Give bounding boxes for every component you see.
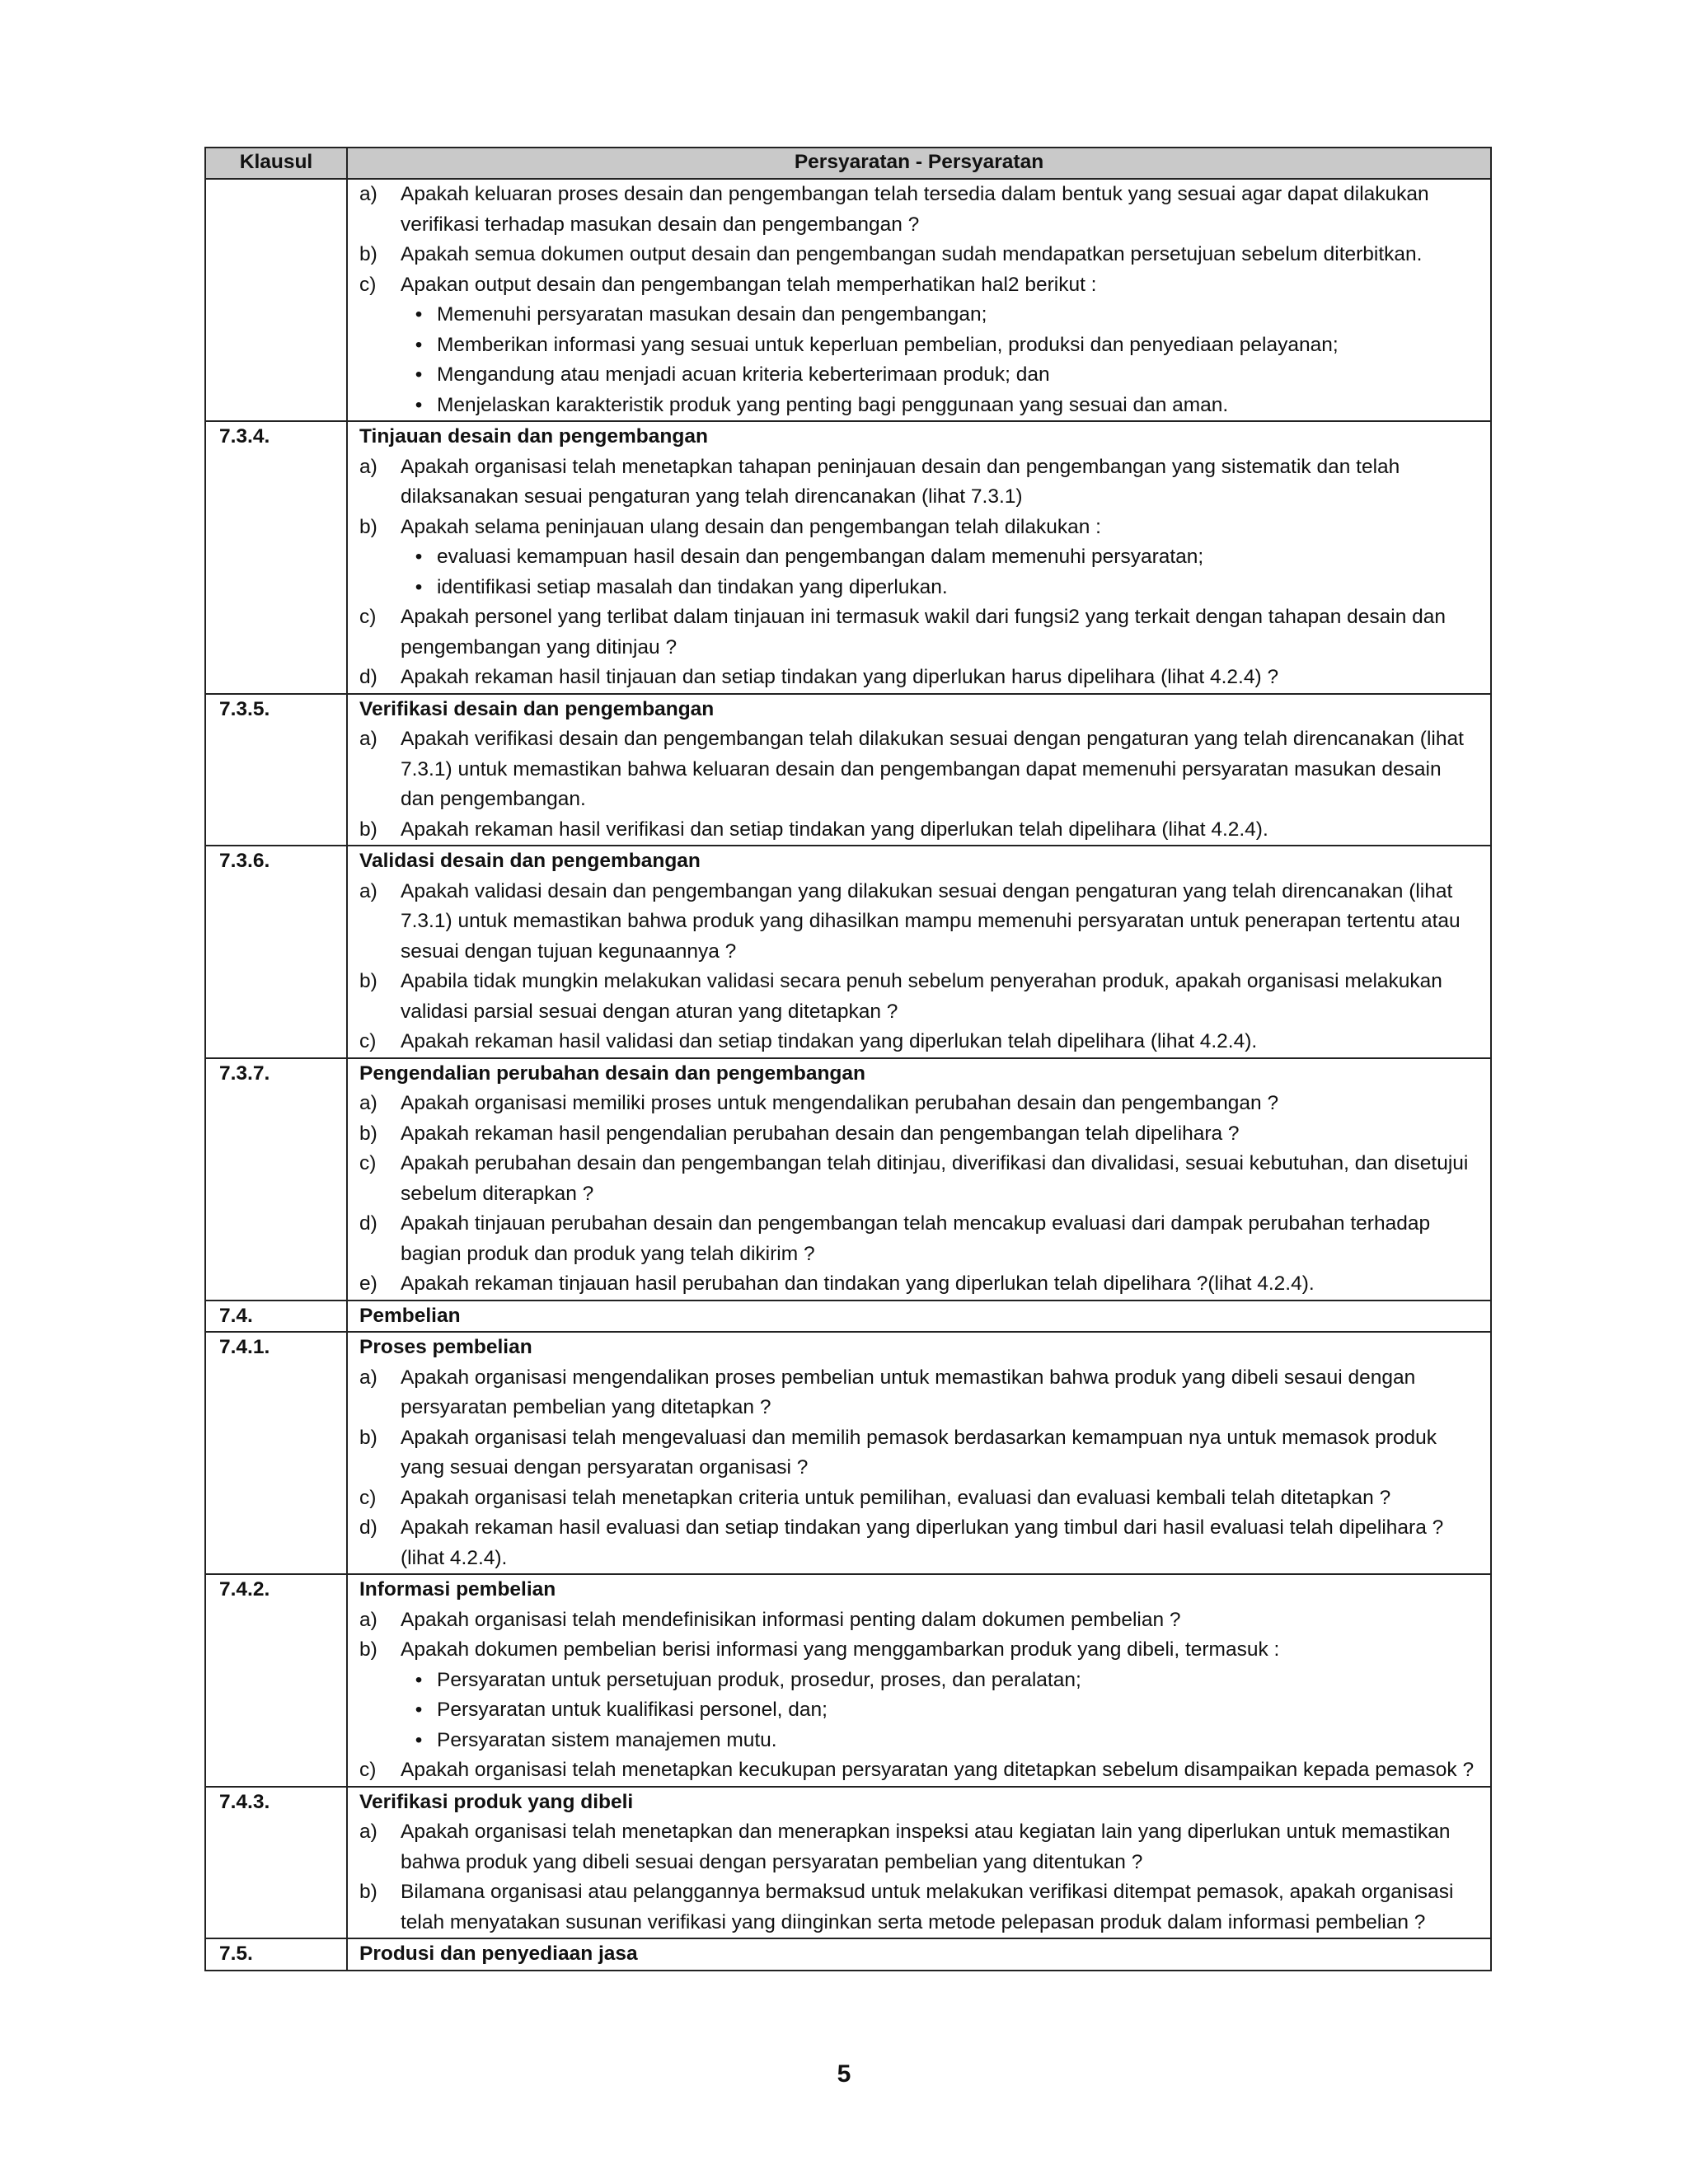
bullet-item	[359, 391, 1479, 421]
requirement-item	[359, 815, 1479, 846]
item-marker: d)	[359, 666, 377, 688]
item-text: Apakah selama peninjauan ulang desain dan pengembangan telah dilakukan :	[401, 515, 1101, 538]
section-title: Verifikasi desain dan pengembangan	[359, 697, 715, 720]
requirement-item	[359, 1423, 1479, 1483]
requirement-cell	[347, 1574, 1491, 1787]
item-marker: c)	[359, 1486, 377, 1509]
bullet-text: Menjelaskan karakteristik produk yang penting bagi penggunaan yang sesuai dan aman.	[437, 393, 1229, 416]
item-text: Apakah verifikasi desain dan pengembangan telah dilakukan sesuai dengan pengaturan yang telah direncanakan (lihat 7.3.1) untuk memastikan bahwa keluaran desain dan pengembangan dapat memenuhi persyaratan masukan desain dan pengembangan.	[401, 728, 1464, 810]
item-text: Apakah personel yang terlibat dalam tinjauan ini termasuk wakil dari fungsi2 yang terkait dengan tahapan desain dan pengembangan yang ditinjau ?	[401, 606, 1447, 658]
item-marker: a)	[359, 1366, 377, 1389]
bullet-text: evaluasi kemampuan hasil desain dan pengembangan dalam memenuhi persyaratan;	[437, 546, 1204, 568]
item-marker: b)	[359, 243, 377, 265]
clause-number: 7.4.3.	[205, 1787, 347, 1939]
bullet-text: Persyaratan untuk kualifikasi personel, dan;	[437, 1699, 828, 1721]
requirement-item	[359, 1513, 1479, 1573]
bullet-item	[359, 1666, 1479, 1696]
item-text: Apabila tidak mungkin melakukan validasi secara penuh sebelum penyerahan produk, apakah organisasi melakukan validasi parsial sesuai dengan aturan yang ditetapkan ?	[401, 970, 1442, 1023]
bullet-item	[359, 573, 1479, 603]
item-marker: a)	[359, 728, 377, 750]
requirement-item	[359, 602, 1479, 663]
requirement-item	[359, 1755, 1479, 1786]
bullet-item	[359, 1726, 1479, 1756]
item-text: Apakah validasi desain dan pengembangan yang dilakukan sesuai dengan pengaturan yang telah direncanakan (lihat 7.3.1) untuk memastikan bahwa produk yang dihasilkan mampu memenuhi persyaratan untuk penerapan tertentu atau sesuai dengan tujuan kegunaannya ?	[401, 879, 1461, 963]
requirement-item	[359, 180, 1479, 240]
requirement-cell	[347, 1301, 1491, 1333]
bullet-icon: •	[415, 393, 423, 416]
item-marker: b)	[359, 970, 377, 992]
section-title: Tinjauan desain dan pengembangan	[359, 425, 708, 448]
item-marker: d)	[359, 1212, 377, 1235]
section-title: Verifikasi produk yang dibeli	[359, 1790, 634, 1813]
item-text: Apakah dokumen pembelian berisi informasi yang menggambarkan produk yang dibeli, termasuk :	[401, 1638, 1280, 1661]
clause-number: 7.4.2.	[205, 1574, 347, 1787]
table-row	[205, 1787, 1491, 1939]
item-marker: b)	[359, 515, 377, 538]
clause-number	[205, 179, 347, 421]
bullet-text: Memberikan informasi yang sesuai untuk keperluan pembelian, produksi dan penyediaan pelayanan;	[437, 333, 1339, 356]
item-text: Bilamana organisasi atau pelanggannya bermaksud untuk melakukan verifikasi ditempat pemasok, apakah organisasi telah menyatakan susunan verifikasi yang diinginkan serta metode pelepasan produk dalam informasi pembelian ?	[401, 1881, 1454, 1933]
item-marker: a)	[359, 455, 377, 478]
bullet-text: identifikasi setiap masalah dan tindakan yang diperlukan.	[437, 575, 948, 598]
item-text: Apakan output desain dan pengembangan telah memperhatikan hal2 berikut :	[401, 273, 1097, 296]
item-text: Apakah rekaman hasil tinjauan dan setiap tindakan yang diperlukan harus dipelihara (lihat 4.2.4) ?	[401, 666, 1279, 688]
item-marker: b)	[359, 1122, 377, 1145]
table-row	[205, 179, 1491, 421]
clause-number: 7.3.6.	[205, 846, 347, 1058]
item-text: Apakah rekaman hasil evaluasi dan setiap tindakan yang diperlukan yang timbul dari hasil evaluasi telah dipelihara ? (lihat 4.2.4).	[401, 1516, 1444, 1569]
table-row	[205, 846, 1491, 1058]
section-title: Produsi dan penyediaan jasa	[359, 1943, 638, 1965]
bullet-item	[359, 542, 1479, 573]
item-marker: b)	[359, 1638, 377, 1661]
item-text: Apakah rekaman hasil validasi dan setiap tindakan yang diperlukan telah dipelihara (lihat 4.2.4).	[401, 1030, 1258, 1052]
item-marker: c)	[359, 606, 377, 628]
bullet-text: Mengandung atau menjadi acuan kriteria keberterimaan produk; dan	[437, 363, 1050, 386]
item-marker: a)	[359, 879, 377, 902]
bullet-text: Memenuhi persyaratan masukan desain dan pengembangan;	[437, 303, 987, 326]
bullet-item	[359, 360, 1479, 391]
requirement-item	[359, 1209, 1479, 1269]
item-text: Apakah organisasi telah menetapkan dan menerapkan inspeksi atau kegiatan lain yang diperlukan untuk memastikan bahwa produk yang dibeli sesuai dengan persyaratan pembelian yang ditentukan ?	[401, 1821, 1451, 1873]
clause-number: 7.4.	[205, 1301, 347, 1333]
bullet-item	[359, 330, 1479, 361]
requirement-cell	[347, 421, 1491, 694]
requirement-item	[359, 452, 1479, 513]
requirement-item	[359, 1119, 1479, 1150]
requirement-item	[359, 967, 1479, 1027]
item-marker: c)	[359, 1152, 377, 1174]
clause-number: 7.4.1.	[205, 1332, 347, 1574]
bullet-icon: •	[415, 1668, 423, 1691]
bullet-icon: •	[415, 1728, 423, 1751]
requirement-item	[359, 1877, 1479, 1938]
section-title: Proses pembelian	[359, 1336, 532, 1358]
requirement-item	[359, 663, 1479, 693]
item-marker: a)	[359, 183, 377, 205]
item-marker: b)	[359, 1881, 377, 1903]
bullet-item	[359, 300, 1479, 330]
page-number: 5	[837, 2060, 851, 2088]
bullet-icon: •	[415, 1699, 423, 1721]
table-body	[205, 179, 1491, 1971]
table-row	[205, 1301, 1491, 1333]
item-marker: a)	[359, 1821, 377, 1843]
item-text: Apakah organisasi telah mengevaluasi dan memilih pemasok berdasarkan kemampuan nya untuk memasok produk yang sesuai dengan persyaratan organisasi ?	[401, 1426, 1437, 1479]
item-text: Apakah organisasi memiliki proses untuk mengendalikan perubahan desain dan pengembangan ?	[401, 1092, 1279, 1114]
requirement-cell	[347, 1058, 1491, 1301]
requirement-item	[359, 270, 1479, 301]
item-text: Apakah keluaran proses desain dan pengembangan telah tersedia dalam bentuk yang sesuai agar dapat dilakukan verifikasi terhadap masukan desain dan pengembangan ?	[401, 183, 1429, 236]
requirement-cell	[347, 694, 1491, 846]
bullet-text: Persyaratan sistem manajemen mutu.	[437, 1728, 777, 1751]
item-text: Apakah rekaman hasil pengendalian perubahan desain dan pengembangan telah dipelihara ?	[401, 1122, 1240, 1145]
requirement-item	[359, 240, 1479, 270]
bullet-icon: •	[415, 363, 423, 386]
item-text: Apakah organisasi telah mendefinisikan informasi penting dalam dokumen pembelian ?	[401, 1608, 1181, 1631]
requirement-cell	[347, 1332, 1491, 1574]
bullet-icon: •	[415, 303, 423, 326]
item-text: Apakah organisasi mengendalikan proses pembelian untuk memastikan bahwa produk yang dibeli sesaui dengan persyaratan pembelian yang ditetapkan ?	[401, 1366, 1416, 1418]
requirement-cell	[347, 846, 1491, 1058]
item-marker: b)	[359, 1426, 377, 1449]
item-text: Apakah semua dokumen output desain dan pengembangan sudah mendapatkan persetujuan sebelum diterbitkan.	[401, 243, 1423, 265]
bullet-item	[359, 1695, 1479, 1726]
requirement-item	[359, 513, 1479, 543]
bullet-icon: •	[415, 333, 423, 356]
clause-number: 7.3.4.	[205, 421, 347, 694]
section-title: Informasi pembelian	[359, 1578, 556, 1601]
requirement-item	[359, 877, 1479, 968]
item-text: Apakah organisasi telah menetapkan kecukupan persyaratan yang ditetapkan sebelum disampaikan kepada pemasok ?	[401, 1759, 1475, 1781]
requirement-item	[359, 1605, 1479, 1636]
requirement-cell	[347, 179, 1491, 421]
table-header-row	[205, 148, 1491, 179]
requirement-item	[359, 724, 1479, 815]
item-marker: c)	[359, 1759, 377, 1781]
table-row	[205, 1574, 1491, 1787]
table-row	[205, 694, 1491, 846]
requirement-item	[359, 1269, 1479, 1300]
item-text: Apakah rekaman hasil verifikasi dan setiap tindakan yang diperlukan telah dipelihara (lihat 4.2.4).	[401, 818, 1268, 841]
item-marker: d)	[359, 1516, 377, 1539]
item-text: Apakah tinjauan perubahan desain dan pengembangan telah mencakup evaluasi dari dampak perubahan terhadap bagian produk dan produk yang telah dikirim ?	[401, 1212, 1431, 1265]
section-title: Pembelian	[359, 1304, 461, 1327]
item-text: Apakah rekaman tinjauan hasil perubahan dan tindakan yang diperlukan telah dipelihara ?(lihat 4.2.4).	[401, 1272, 1315, 1295]
bullet-icon: •	[415, 575, 423, 598]
item-marker: c)	[359, 273, 377, 296]
requirement-cell	[347, 1787, 1491, 1939]
table-row	[205, 1938, 1491, 1971]
header-clause: Klausul	[205, 148, 347, 179]
requirement-item	[359, 1027, 1479, 1057]
table-row	[205, 421, 1491, 694]
section-title: Pengendalian perubahan desain dan pengembangan	[359, 1062, 865, 1085]
requirement-item	[359, 1483, 1479, 1514]
requirement-cell	[347, 1938, 1491, 1971]
requirement-item	[359, 1817, 1479, 1877]
requirement-item	[359, 1363, 1479, 1423]
requirement-item	[359, 1089, 1479, 1119]
table-row	[205, 1058, 1491, 1301]
requirements-table	[204, 147, 1492, 1971]
item-marker: e)	[359, 1272, 377, 1295]
clause-number: 7.3.5.	[205, 694, 347, 846]
bullet-icon: •	[415, 546, 423, 568]
item-text: Apakah organisasi telah menetapkan tahapan peninjauan desain dan pengembangan yang sistematik dan telah dilaksanakan sesuai pengaturan yang telah direncanakan (lihat 7.3.1)	[401, 455, 1400, 508]
requirement-item	[359, 1635, 1479, 1666]
table-row	[205, 1332, 1491, 1574]
item-marker: c)	[359, 1030, 377, 1052]
clause-number: 7.3.7.	[205, 1058, 347, 1301]
clause-number: 7.5.	[205, 1938, 347, 1971]
section-title: Validasi desain dan pengembangan	[359, 850, 701, 872]
item-marker: a)	[359, 1092, 377, 1114]
bullet-text: Persyaratan untuk persetujuan produk, prosedur, proses, dan peralatan;	[437, 1668, 1081, 1691]
item-text: Apakah organisasi telah menetapkan criteria untuk pemilihan, evaluasi dan evaluasi kembali telah ditetapkan ?	[401, 1486, 1391, 1509]
item-marker: a)	[359, 1608, 377, 1631]
requirement-item	[359, 1149, 1479, 1209]
header-requirements: Persyaratan - Persyaratan	[347, 148, 1491, 179]
item-text: Apakah perubahan desain dan pengembangan telah ditinjau, diverifikasi dan divalidasi, sesuai kebutuhan, dan disetujui sebelum diterapkan ?	[401, 1152, 1469, 1205]
item-marker: b)	[359, 818, 377, 841]
